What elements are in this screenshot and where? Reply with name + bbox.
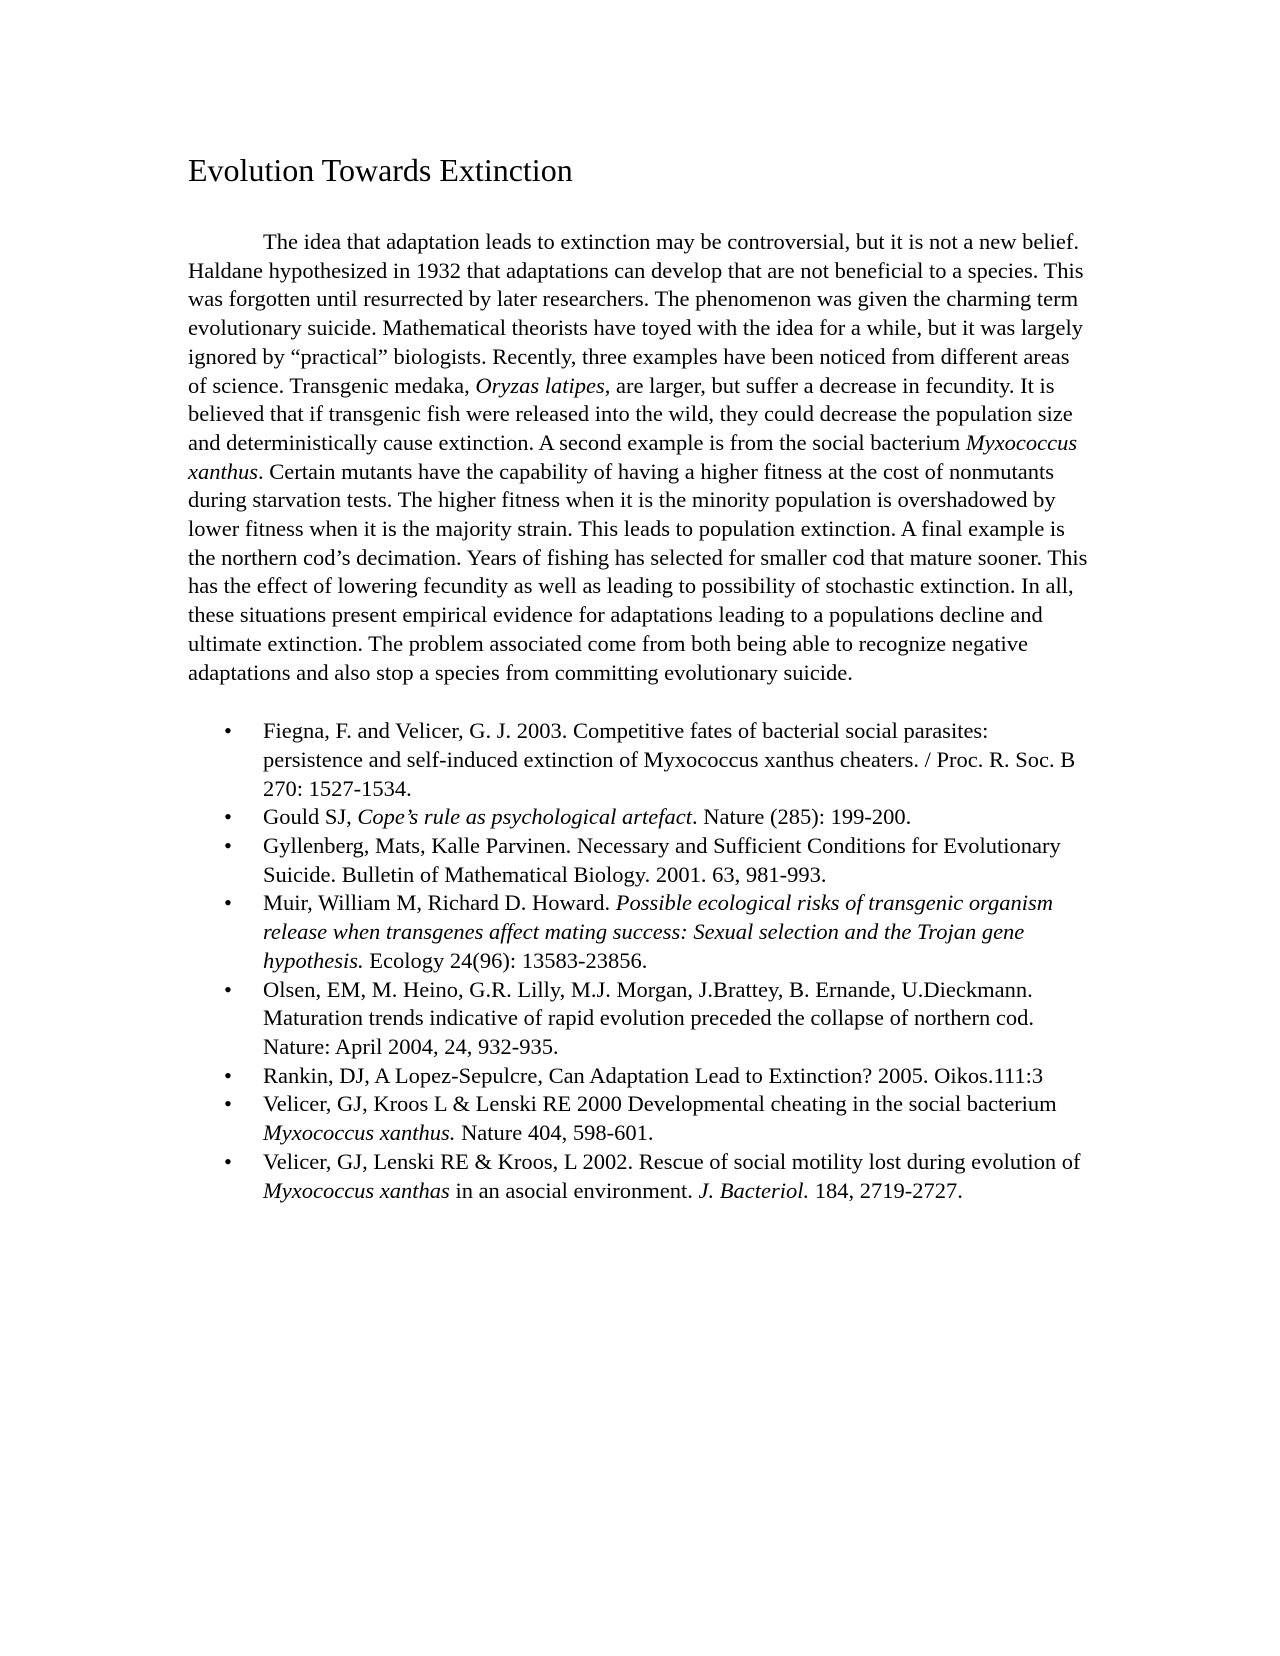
reference-journal: J. Bacteriol. xyxy=(698,1177,810,1203)
reference-species: Myxococcus xanthus. xyxy=(263,1120,456,1146)
bullet-icon: • xyxy=(224,1062,232,1088)
bullet-icon: • xyxy=(224,1148,232,1174)
reference-text: Muir, William M, Richard D. Howard. xyxy=(263,890,616,916)
body-text-run: , are larger, but suffer a decrease in fecundity. It is believed that if transgenic fish were released into the wild, they could decrease the population size and deterministically cause extinction. A second example is from the social bacterium xyxy=(188,372,1073,455)
reference-text: . Nature (285): 199-200. xyxy=(691,804,912,830)
reference-text: Gyllenberg, Mats, Kalle Parvinen. Necessary and Sufficient Conditions for Evolutionary Suicide. Bulletin of Mathematical Biology. 2001. 63, 981-993. xyxy=(263,833,1061,887)
bullet-icon: • xyxy=(224,804,232,830)
reference-text: Gould SJ, xyxy=(263,804,358,830)
reference-item xyxy=(188,976,1093,1062)
reference-title: Cope’s rule as psychological artefact xyxy=(357,804,692,830)
bullet-icon: • xyxy=(224,833,232,859)
reference-text: Velicer, GJ, Lenski RE & Kroos, L 2002. Rescue of social motility lost during evolution of xyxy=(263,1148,1081,1174)
bullet-icon: • xyxy=(224,718,232,744)
reference-text: 184, 2719-2727. xyxy=(809,1177,963,1203)
reference-item xyxy=(188,803,1093,832)
reference-text: Rankin, DJ, A Lopez-Sepulcre, Can Adaptation Lead to Extinction? 2005. Oikos.111:3 xyxy=(263,1062,1044,1088)
reference-text: Ecology 24(96): 13583-23856. xyxy=(363,947,648,973)
document-page xyxy=(188,150,1093,1205)
bullet-icon: • xyxy=(224,1091,232,1117)
reference-title: Possible ecological risks of transgenic organism release when transgenes affect mating success: Sexual selection and the Trojan gene hypothesis. xyxy=(263,890,1053,973)
document-title: Evolution Towards Extinction xyxy=(188,152,573,188)
reference-text: Olsen, EM, M. Heino, G.R. Lilly, M.J. Morgan, J.Brattey, B. Ernande, U.Dieckmann. Maturation trends indicative of rapid evolution preceded the collapse of northern cod. Nature: April 2004, 24, 932-935. xyxy=(263,976,1034,1059)
references-list xyxy=(188,717,1093,1205)
reference-species: Myxococcus xanthas xyxy=(263,1177,450,1203)
reference-text: Fiegna, F. and Velicer, G. J. 2003. Competitive fates of bacterial social parasites: persistence and self-induced extinction of Myxococcus xanthus cheaters. / Proc. R. Soc. B 270: 1527-1534. xyxy=(263,718,1076,801)
reference-item xyxy=(188,717,1093,803)
body-text-run: . Certain mutants have the capability of having a higher fitness at the cost of nonmutants during starvation tests. The higher fitness when it is the minority population is overshadowed by lower fitness when it is the majority strain. This leads to population extinction. A final example is the northern cod’s decimation. Years of fishing has selected for smaller cod that mature sooner. This has the effect of lowering fecundity as well as leading to possibility of stochastic extinction. In all, these situations present empirical evidence for adaptations leading to a populations decline and ultimate extinction. The problem associated come from both being able to recognize negative adaptations and also stop a species from committing evolutionary suicide. xyxy=(188,458,1088,685)
bullet-icon: • xyxy=(224,890,232,916)
species-name-myxococcus: Myxococcus xanthus xyxy=(188,429,1078,484)
bullet-icon: • xyxy=(224,976,232,1002)
reference-item xyxy=(188,1090,1093,1147)
reference-item xyxy=(188,1148,1093,1205)
body-paragraph xyxy=(188,228,1093,687)
body-text-run: The idea that adaptation leads to extinction may be controversial, but it is not a new belief. Haldane hypothesized in 1932 that adaptations can develop that are not beneficial to a species. This was forgotten until resurrected by later researchers. The phenomenon was given the charming term evolutionary suicide. Mathematical theorists have toyed with the idea for a while, but it was largely ignored by “practical” biologists. Recently, three examples have been noticed from different areas of science. Transgenic medaka, xyxy=(188,229,1084,398)
reference-text: Velicer, GJ, Kroos L & Lenski RE 2000 Developmental cheating in the social bacterium xyxy=(263,1091,1057,1117)
species-name-oryzas: Oryzas latipes xyxy=(475,372,605,398)
reference-item xyxy=(188,832,1093,889)
reference-item xyxy=(188,889,1093,975)
reference-text: Nature 404, 598-601. xyxy=(455,1120,654,1146)
reference-text: in an asocial environment. xyxy=(449,1177,699,1203)
reference-item xyxy=(188,1062,1093,1091)
